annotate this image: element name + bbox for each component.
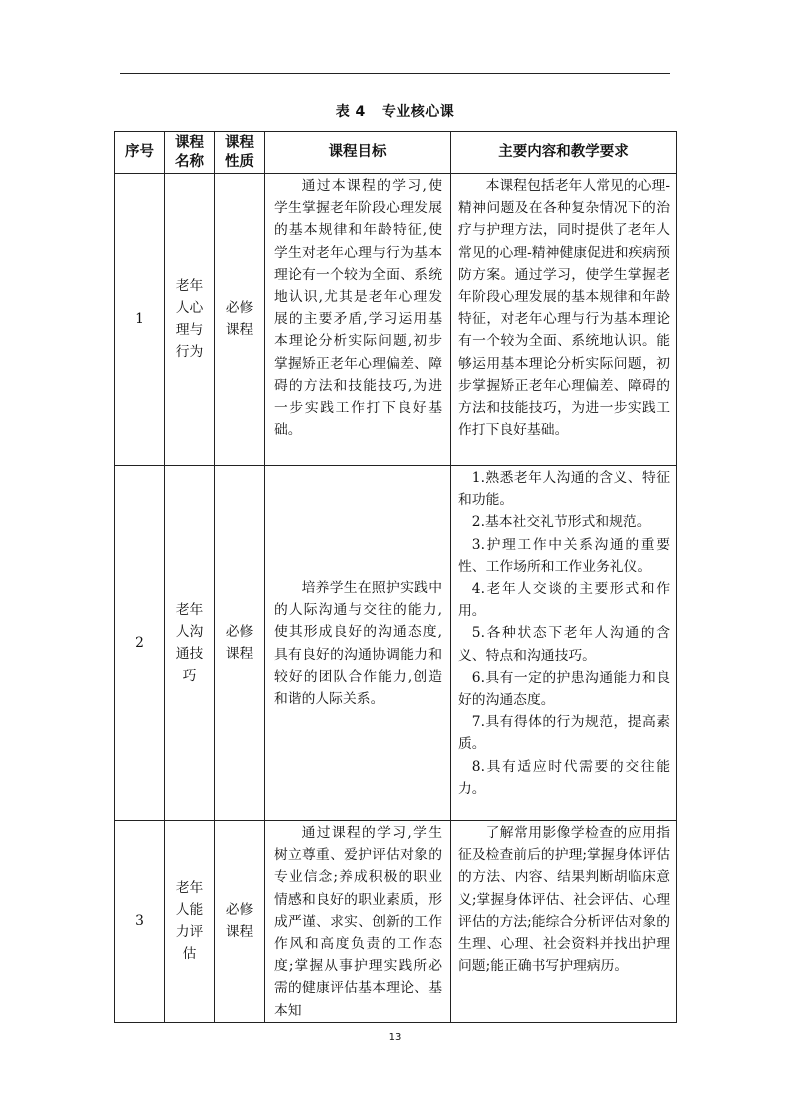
row-2-seq: 2 <box>115 466 165 821</box>
caption-number: 表 4 <box>335 104 366 120</box>
row-3-goal: 通过课程的学习,学生树立尊重、爱护评估对象的专业信念;养成积极的职业情感和良好的职业素质，形成严谨、求实、创新的工作作风和高度负责的工作态度;掌握从事护理实践所必需的健康评估基本理论、基本知 <box>265 821 451 1023</box>
list-item: 2.基本社交礼节形式和规范。 <box>471 514 651 531</box>
list-item: 5.各种状态下老年人沟通的含义、特点和沟通技巧。 <box>458 625 670 664</box>
list-item: 1.熟悉老年人沟通的含义、特征和功能。 <box>458 470 670 509</box>
row-3-seq: 3 <box>115 821 165 1023</box>
core-courses-table <box>114 131 677 1023</box>
row-1-type: 必修课程 <box>215 174 265 466</box>
table-row <box>115 174 677 466</box>
list-item: 7.具有得体的行为规范，提高素质。 <box>458 714 670 753</box>
header-content: 主要内容和教学要求 <box>451 132 677 174</box>
row-1-seq: 1 <box>115 174 165 466</box>
header-goal: 课程目标 <box>265 132 451 174</box>
row-2-name: 老年人沟通技巧 <box>165 466 215 821</box>
list-item: 3.护理工作中关系沟通的重要性、工作场所和工作业务礼仪。 <box>458 536 670 575</box>
list-item: 8.具有适应时代需要的交往能力。 <box>458 758 670 797</box>
row-3-content: 了解常用影像学检查的应用指征及检查前后的护理;掌握身体评估的方法、内容、结果判断胡临床意义;掌握身体评估、社会评估、心理评估的方法;能综合分析评估对象的生理、心理、社会资料并找出护理问题;能正确书写护理病历。 <box>451 821 677 1023</box>
list-item: 6.具有一定的护患沟通能力和良好的沟通态度。 <box>458 669 670 709</box>
row-2-type: 必修课程 <box>215 466 265 821</box>
table-caption <box>0 101 790 121</box>
table-header-row <box>115 132 677 174</box>
row-2-goal: 培养学生在照护实践中的人际沟通与交往的能力,使其形成良好的沟通态度,具有良好的沟通协调能力和较好的团队合作能力,创造和谐的人际关系。 <box>265 466 451 821</box>
header-rule <box>120 73 670 74</box>
row-2-content <box>451 466 677 821</box>
header-type: 课程性质 <box>215 132 265 174</box>
header-seq: 序号 <box>115 132 165 174</box>
row-3-name: 老年人能力评估 <box>165 821 215 1023</box>
header-name: 课程名称 <box>165 132 215 174</box>
row-1-content: 本课程包括老年人常见的心理-精神问题及在各种复杂情况下的治疗与护理方法，同时提供了老年人常见的心理-精神健康促进和疾病预防方案。通过学习，使学生掌握老年阶段心理发展的基本规律和年龄特征，对老年心理与行为基本理论有一个较为全面、系统地认识。能够运用基本理论分析实际问题，初步掌握矫正老年心理偏差、障碍的方法和技能技巧，为进一步实践工作打下良好基础。 <box>451 174 677 466</box>
table-row <box>115 821 677 1023</box>
caption-title: 专业核心课 <box>381 104 455 120</box>
list-item: 4.老年人交谈的主要形式和作用。 <box>458 581 670 620</box>
row-3-type: 必修课程 <box>215 821 265 1023</box>
page-number: 13 <box>388 1032 402 1043</box>
row-1-goal: 通过本课程的学习,使学生掌握老年阶段心理发展的基本规律和年龄特征,使学生对老年心理与行为基本理论有一个较为全面、系统地认识,尤其是老年心理发展的主要矛盾,学习运用基本理论分析实际问题,初步掌握矫正老年心理偏差、障碍的方法和技能技巧,为进一步实践工作打下良好基础。 <box>265 174 451 466</box>
row-1-name: 老年人心理与行为 <box>165 174 215 466</box>
table-row <box>115 466 677 821</box>
